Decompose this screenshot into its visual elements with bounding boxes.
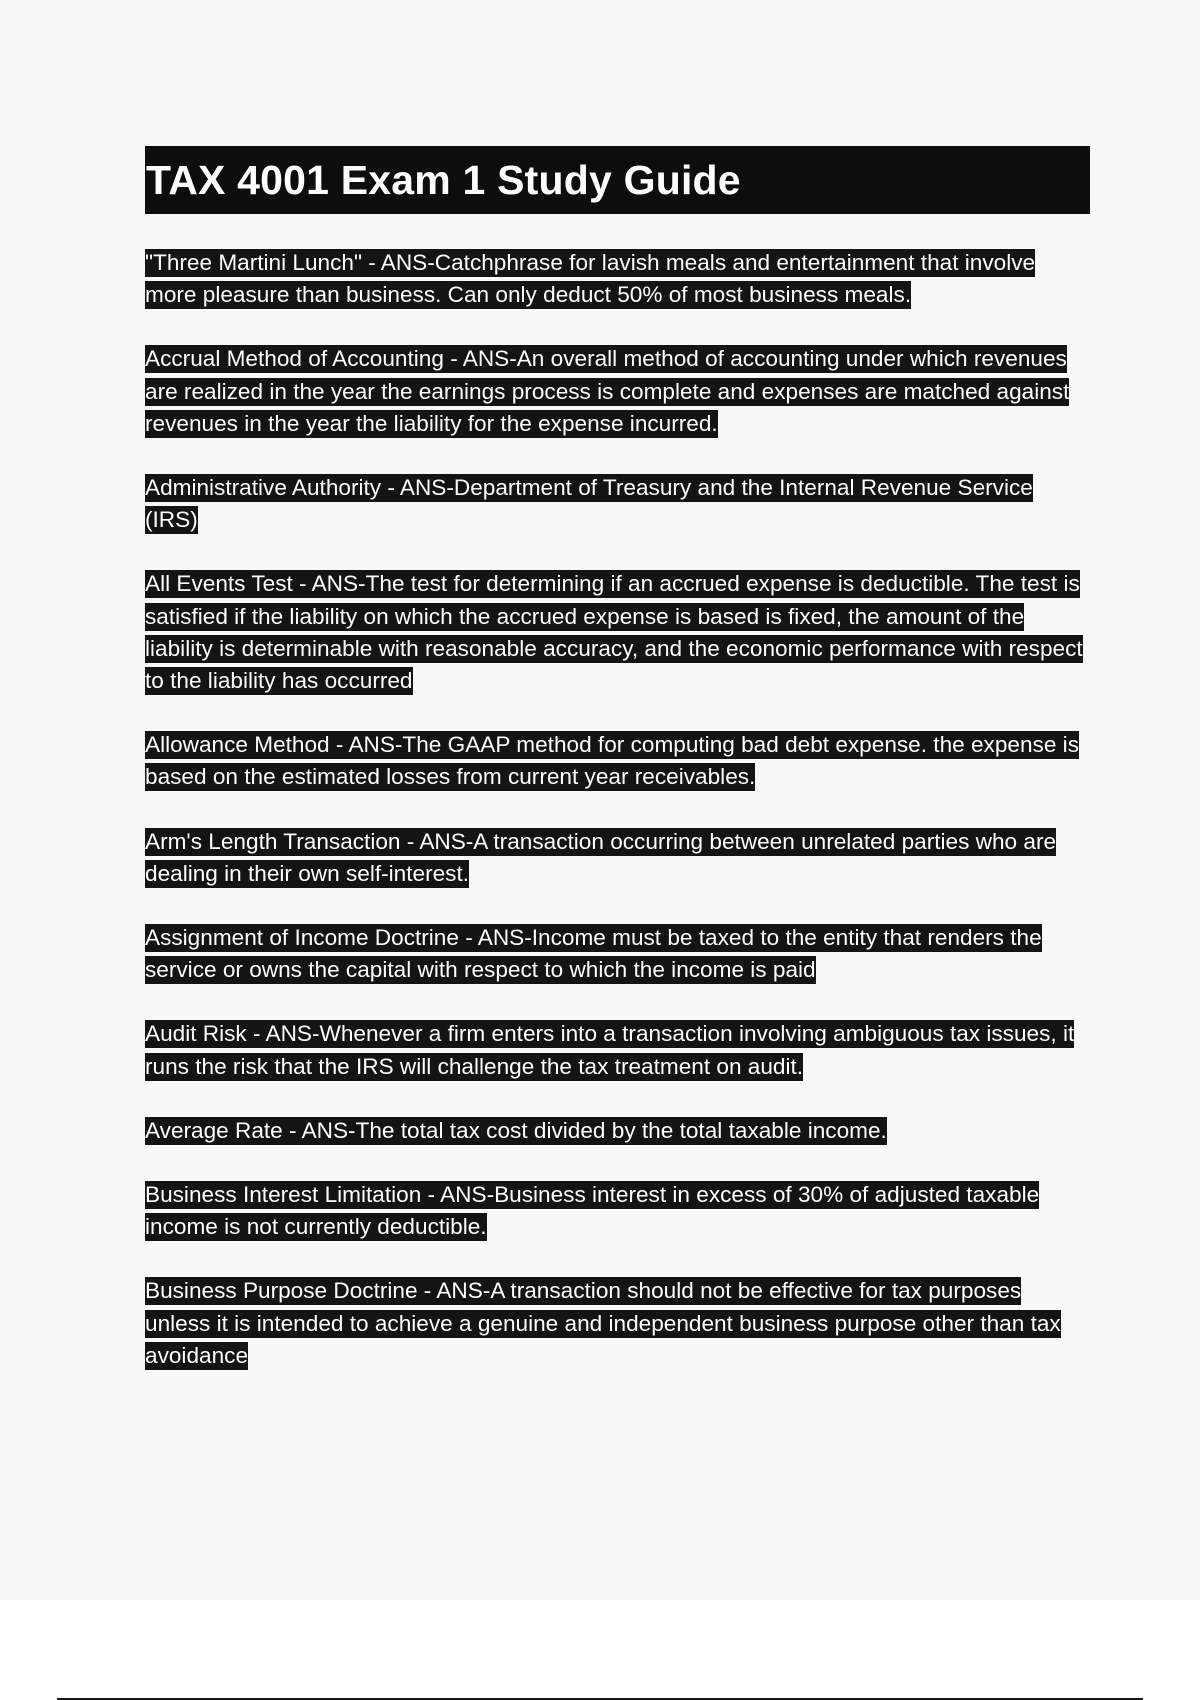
entry-text: Business Purpose Doctrine - ANS-A transaction should not be effective for tax purposes unless it is intended to achieve a genuine and independent business purpose other than tax avoidance bbox=[145, 1278, 1061, 1368]
glossary-entries bbox=[145, 247, 1090, 1372]
page-title: TAX 4001 Exam 1 Study Guide bbox=[146, 156, 741, 203]
glossary-entry bbox=[145, 1179, 1090, 1243]
entry-text: Allowance Method - ANS-The GAAP method for computing bad debt expense. the expense is based on the estimated losses from current year receivables. bbox=[145, 732, 1079, 790]
glossary-entry bbox=[145, 922, 1090, 986]
entry-text: Assignment of Income Doctrine - ANS-Income must be taxed to the entity that renders the service or owns the capital with respect to which the income is paid bbox=[145, 925, 1042, 983]
glossary-entry bbox=[145, 1275, 1090, 1372]
entry-text: "Three Martini Lunch" - ANS-Catchphrase for lavish meals and entertainment that involve more pleasure than business. Can only deduct 50% of most business meals. bbox=[145, 250, 1036, 308]
entry-text: Audit Risk - ANS-Whenever a firm enters into a transaction involving ambiguous tax issues, it runs the risk that the IRS will challenge the tax treatment on audit. bbox=[145, 1021, 1075, 1079]
entry-text: Business Interest Limitation - ANS-Business interest in excess of 30% of adjusted taxable income is not currently deductible. bbox=[145, 1182, 1040, 1240]
entry-text: Average Rate - ANS-The total tax cost divided by the total taxable income. bbox=[145, 1117, 887, 1143]
entry-text: All Events Test - ANS-The test for determining if an accrued expense is deductible. The test is satisfied if the liability on which the accrued expense is based is fixed, the amount of the liability is determinable with reasonable accuracy, and the economic performance with respect to the liability has occurred bbox=[145, 571, 1083, 694]
glossary-entry bbox=[145, 1018, 1090, 1082]
glossary-entry bbox=[145, 472, 1090, 536]
glossary-entry bbox=[145, 247, 1090, 311]
entry-text: Administrative Authority - ANS-Department of Treasury and the Internal Revenue Service (IRS) bbox=[145, 475, 1033, 533]
glossary-entry bbox=[145, 729, 1090, 793]
entry-text: Arm's Length Transaction - ANS-A transaction occurring between unrelated parties who are dealing in their own self-interest. bbox=[145, 828, 1057, 886]
glossary-entry bbox=[145, 826, 1090, 890]
glossary-entry bbox=[145, 343, 1090, 440]
title-banner bbox=[145, 146, 1090, 214]
entry-text: Accrual Method of Accounting - ANS-An overall method of accounting under which revenues are realized in the year the earnings process is complete and expenses are matched against revenues in the year the liability for the expense incurred. bbox=[145, 346, 1070, 436]
glossary-entry bbox=[145, 568, 1090, 697]
glossary-entry bbox=[145, 1115, 1090, 1147]
page-content bbox=[145, 146, 1090, 1404]
